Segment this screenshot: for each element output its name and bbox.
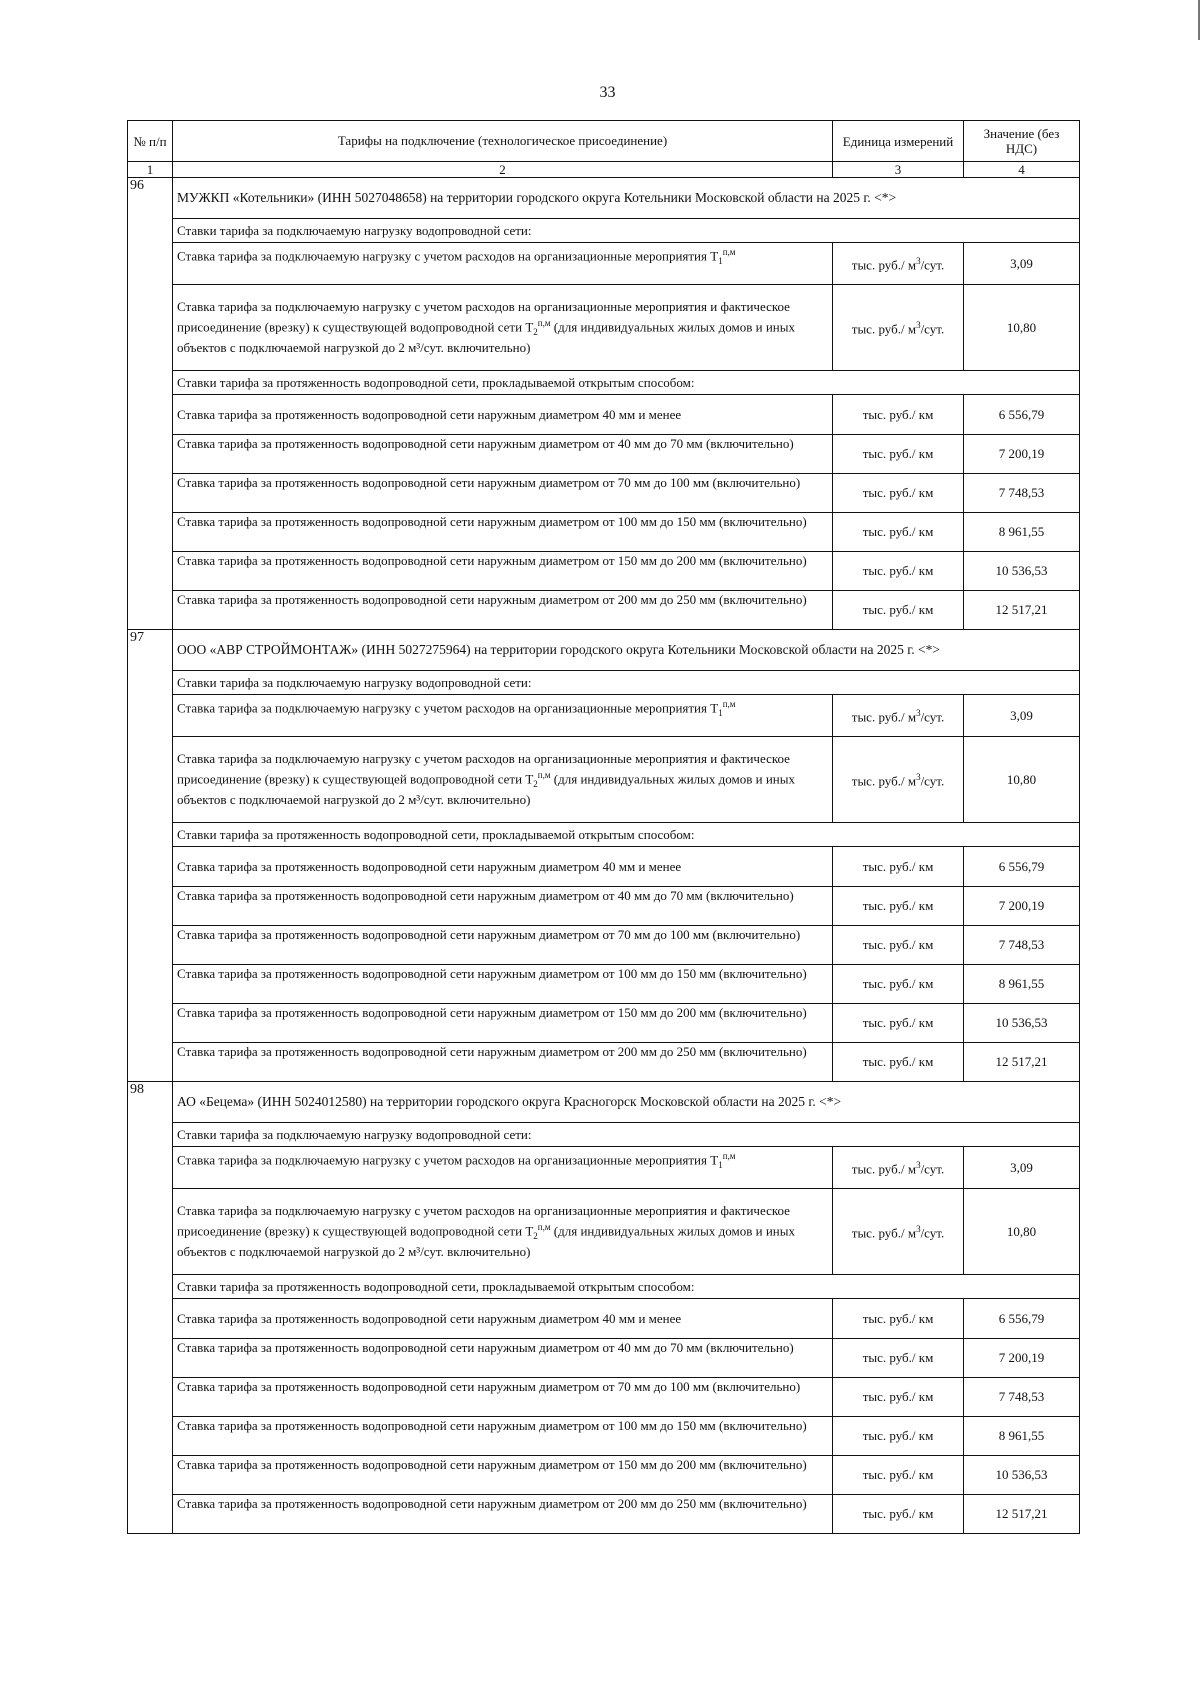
rate-symbol-superscript: п,м	[722, 1151, 736, 1161]
section-number: 97	[128, 630, 173, 1082]
rate-value: 10,80	[964, 285, 1080, 371]
rate-description	[173, 1147, 833, 1189]
unit-superscript: 3	[916, 1224, 921, 1235]
rate-description: Ставка тарифа за протяженность водопроводной сети наружным диаметром от 150 мм до 200 мм (включительно)	[173, 552, 833, 591]
unit-tail: /сут.	[920, 773, 945, 789]
load-rate-row	[128, 285, 1080, 371]
extent-rates-heading: Ставки тарифа за протяженность водопроводной сети, прокладываемой открытым способом:	[173, 1275, 1080, 1299]
subheading-row	[128, 219, 1080, 243]
rate-value: 7 748,53	[964, 1378, 1080, 1417]
rate-description: Ставка тарифа за протяженность водопроводной сети наружным диаметром от 150 мм до 200 мм (включительно)	[173, 1456, 833, 1495]
rate-tail: (для индивидуальных жилых домов и иных объектов с подключаемой нагрузкой до 2 м³/сут. включительно)	[177, 771, 795, 807]
rate-description	[173, 285, 833, 371]
rate-unit: тыс. руб./ км	[833, 474, 964, 513]
subheading-row	[128, 1123, 1080, 1147]
rate-value: 12 517,21	[964, 591, 1080, 630]
rate-unit: тыс. руб./ км	[833, 1004, 964, 1043]
rate-text: Ставка тарифа за подключаемую нагрузку с учетом расходов на организационные мероприятия	[177, 700, 707, 716]
rate-symbol-superscript: п,м	[722, 247, 736, 257]
index-cell: 4	[964, 162, 1080, 178]
organization-row	[128, 1082, 1080, 1123]
organization-row	[128, 178, 1080, 219]
load-rate-row	[128, 243, 1080, 285]
load-rate-row	[128, 1147, 1080, 1189]
subheading-row	[128, 823, 1080, 847]
rate-symbol: T	[710, 1152, 719, 1168]
tariff-table	[127, 120, 1080, 1534]
section-number: 96	[128, 178, 173, 630]
load-rate-row	[128, 695, 1080, 737]
unit-main: тыс. руб./ м	[851, 1225, 917, 1241]
tariff-table-body	[128, 121, 1080, 1534]
rate-description: Ставка тарифа за протяженность водопроводной сети наружным диаметром от 40 мм до 70 мм (включительно)	[173, 887, 833, 926]
rate-symbol-subscript: 2	[533, 326, 538, 337]
rate-text: Ставка тарифа за подключаемую нагрузку с учетом расходов на организационные мероприятия и фактическое присоединение (врезку) к существующей водопроводной сети	[177, 1203, 790, 1239]
rate-value: 3,09	[964, 695, 1080, 737]
extent-rate-row	[128, 847, 1080, 887]
rate-description: Ставка тарифа за протяженность водопроводной сети наружным диаметром 40 мм и менее	[173, 1299, 833, 1339]
rate-unit	[833, 1189, 964, 1275]
rate-unit	[833, 737, 964, 823]
table-header-row	[128, 121, 1080, 162]
extent-rate-row	[128, 591, 1080, 630]
rate-description: Ставка тарифа за протяженность водопроводной сети наружным диаметром 40 мм и менее	[173, 395, 833, 435]
extent-rate-row	[128, 1299, 1080, 1339]
rate-value: 10 536,53	[964, 1004, 1080, 1043]
rate-value: 12 517,21	[964, 1495, 1080, 1534]
unit-tail: /сут.	[920, 321, 945, 337]
unit-tail: /сут.	[920, 709, 945, 725]
rate-unit: тыс. руб./ км	[833, 1339, 964, 1378]
extent-rate-row	[128, 474, 1080, 513]
rate-unit: тыс. руб./ км	[833, 1299, 964, 1339]
rate-value: 10,80	[964, 737, 1080, 823]
rate-value: 7 748,53	[964, 926, 1080, 965]
rate-symbol-superscript: п,м	[537, 1222, 551, 1233]
extent-rate-row	[128, 435, 1080, 474]
section-number: 98	[128, 1082, 173, 1534]
rate-value: 7 748,53	[964, 474, 1080, 513]
extent-rate-row	[128, 965, 1080, 1004]
extent-rate-row	[128, 1417, 1080, 1456]
rate-unit: тыс. руб./ км	[833, 965, 964, 1004]
rate-symbol-subscript: 1	[718, 1159, 723, 1170]
organization-title: МУЖКП «Котельники» (ИНН 5027048658) на территории городского округа Котельники Московской области на 2025 г. <*>	[173, 178, 1080, 219]
rate-value: 12 517,21	[964, 1043, 1080, 1082]
rate-value: 10,80	[964, 1189, 1080, 1275]
rate-unit: тыс. руб./ км	[833, 847, 964, 887]
unit-tail: /сут.	[920, 1161, 945, 1177]
unit-main: тыс. руб./ м	[851, 773, 917, 789]
extent-rate-row	[128, 1495, 1080, 1534]
index-cell: 1	[128, 162, 173, 178]
rate-value: 8 961,55	[964, 965, 1080, 1004]
rate-symbol: T	[525, 1223, 534, 1239]
rate-description: Ставка тарифа за протяженность водопроводной сети наружным диаметром от 200 мм до 250 мм (включительно)	[173, 591, 833, 630]
rate-value: 3,09	[964, 243, 1080, 285]
rate-unit: тыс. руб./ км	[833, 1495, 964, 1534]
extent-rate-row	[128, 1339, 1080, 1378]
rate-description: Ставка тарифа за протяженность водопроводной сети наружным диаметром от 70 мм до 100 мм (включительно)	[173, 1378, 833, 1417]
rate-unit	[833, 243, 964, 285]
header-unit: Единица измерений	[833, 121, 964, 162]
rate-value: 6 556,79	[964, 847, 1080, 887]
rate-value: 7 200,19	[964, 1339, 1080, 1378]
unit-tail: /сут.	[920, 257, 945, 273]
rate-unit: тыс. руб./ км	[833, 1417, 964, 1456]
extent-rates-heading: Ставки тарифа за протяженность водопроводной сети, прокладываемой открытым способом:	[173, 371, 1080, 395]
rate-unit	[833, 695, 964, 737]
rate-text: Ставка тарифа за подключаемую нагрузку с учетом расходов на организационные мероприятия и фактическое присоединение (врезку) к существующей водопроводной сети	[177, 751, 790, 787]
load-rates-heading: Ставки тарифа за подключаемую нагрузку водопроводной сети:	[173, 1123, 1080, 1147]
rate-value: 6 556,79	[964, 395, 1080, 435]
extent-rate-row	[128, 1004, 1080, 1043]
rate-symbol-subscript: 2	[533, 778, 538, 789]
table-index-row	[128, 162, 1080, 178]
subheading-row	[128, 371, 1080, 395]
page-number: 33	[599, 84, 616, 101]
rate-tail: (для индивидуальных жилых домов и иных объектов с подключаемой нагрузкой до 2 м³/сут. включительно)	[177, 1223, 795, 1259]
extent-rate-row	[128, 926, 1080, 965]
rate-symbol: T	[525, 319, 534, 335]
rate-unit: тыс. руб./ км	[833, 591, 964, 630]
header-num: № п/п	[128, 121, 173, 162]
rate-symbol: T	[710, 248, 719, 264]
rate-description: Ставка тарифа за протяженность водопроводной сети наружным диаметром от 150 мм до 200 мм (включительно)	[173, 1004, 833, 1043]
rate-unit: тыс. руб./ км	[833, 395, 964, 435]
organization-title: ООО «АВР СТРОЙМОНТАЖ» (ИНН 5027275964) на территории городского округа Котельники Московской области на 2025 г. <*>	[173, 630, 1080, 671]
load-rate-row	[128, 1189, 1080, 1275]
rate-description: Ставка тарифа за протяженность водопроводной сети наружным диаметром от 200 мм до 250 мм (включительно)	[173, 1495, 833, 1534]
rate-unit: тыс. руб./ км	[833, 1043, 964, 1082]
extent-rate-row	[128, 513, 1080, 552]
rate-value: 8 961,55	[964, 1417, 1080, 1456]
load-rates-heading: Ставки тарифа за подключаемую нагрузку водопроводной сети:	[173, 219, 1080, 243]
extent-rate-row	[128, 395, 1080, 435]
rate-value: 6 556,79	[964, 1299, 1080, 1339]
rate-unit: тыс. руб./ км	[833, 513, 964, 552]
extent-rate-row	[128, 1043, 1080, 1082]
index-cell: 3	[833, 162, 964, 178]
extent-rate-row	[128, 1456, 1080, 1495]
rate-symbol: T	[710, 700, 719, 716]
unit-main: тыс. руб./ м	[851, 709, 917, 725]
rate-description: Ставка тарифа за протяженность водопроводной сети наружным диаметром от 100 мм до 150 мм (включительно)	[173, 1417, 833, 1456]
rate-unit	[833, 1147, 964, 1189]
organization-row	[128, 630, 1080, 671]
rate-text: Ставка тарифа за подключаемую нагрузку с учетом расходов на организационные мероприятия	[177, 248, 707, 264]
rate-description: Ставка тарифа за протяженность водопроводной сети наружным диаметром от 100 мм до 150 мм (включительно)	[173, 965, 833, 1004]
unit-superscript: 3	[916, 1160, 921, 1171]
rate-description: Ставка тарифа за протяженность водопроводной сети наружным диаметром от 70 мм до 100 мм (включительно)	[173, 926, 833, 965]
unit-main: тыс. руб./ м	[851, 321, 917, 337]
unit-superscript: 3	[916, 708, 921, 719]
rate-description: Ставка тарифа за протяженность водопроводной сети наружным диаметром от 100 мм до 150 мм (включительно)	[173, 513, 833, 552]
rate-symbol-superscript: п,м	[722, 699, 736, 709]
rate-symbol-subscript: 1	[718, 707, 723, 718]
rate-unit: тыс. руб./ км	[833, 1456, 964, 1495]
extent-rate-row	[128, 552, 1080, 591]
rate-description: Ставка тарифа за протяженность водопроводной сети наружным диаметром 40 мм и менее	[173, 847, 833, 887]
subheading-row	[128, 1275, 1080, 1299]
rate-value: 10 536,53	[964, 1456, 1080, 1495]
header-value: Значение (без НДС)	[964, 121, 1080, 162]
unit-main: тыс. руб./ м	[851, 1161, 917, 1177]
organization-title: АО «Бецема» (ИНН 5024012580) на территории городского округа Красногорск Московской области на 2025 г. <*>	[173, 1082, 1080, 1123]
rate-value: 7 200,19	[964, 887, 1080, 926]
rate-unit: тыс. руб./ км	[833, 552, 964, 591]
rate-unit	[833, 285, 964, 371]
extent-rate-row	[128, 1378, 1080, 1417]
rate-unit: тыс. руб./ км	[833, 926, 964, 965]
rate-symbol: T	[525, 771, 534, 787]
rate-value: 3,09	[964, 1147, 1080, 1189]
extent-rates-heading: Ставки тарифа за протяженность водопроводной сети, прокладываемой открытым способом:	[173, 823, 1080, 847]
unit-superscript: 3	[916, 256, 921, 267]
rate-symbol-superscript: п,м	[537, 770, 551, 781]
rate-tail: (для индивидуальных жилых домов и иных объектов с подключаемой нагрузкой до 2 м³/сут. включительно)	[177, 319, 795, 355]
rate-value: 8 961,55	[964, 513, 1080, 552]
unit-tail: /сут.	[920, 1225, 945, 1241]
rate-description	[173, 1189, 833, 1275]
header-name: Тарифы на подключение (технологическое присоединение)	[173, 121, 833, 162]
rate-description: Ставка тарифа за протяженность водопроводной сети наружным диаметром от 200 мм до 250 мм (включительно)	[173, 1043, 833, 1082]
rate-unit: тыс. руб./ км	[833, 1378, 964, 1417]
load-rates-heading: Ставки тарифа за подключаемую нагрузку водопроводной сети:	[173, 671, 1080, 695]
rate-symbol-superscript: п,м	[537, 318, 551, 329]
rate-value: 7 200,19	[964, 435, 1080, 474]
unit-superscript: 3	[916, 320, 921, 331]
rate-symbol-subscript: 1	[718, 255, 723, 266]
rate-unit: тыс. руб./ км	[833, 435, 964, 474]
rate-text: Ставка тарифа за подключаемую нагрузку с учетом расходов на организационные мероприятия и фактическое присоединение (врезку) к существующей водопроводной сети	[177, 299, 790, 335]
extent-rate-row	[128, 887, 1080, 926]
rate-description	[173, 737, 833, 823]
rate-text: Ставка тарифа за подключаемую нагрузку с учетом расходов на организационные мероприятия	[177, 1152, 707, 1168]
rate-value: 10 536,53	[964, 552, 1080, 591]
rate-description	[173, 695, 833, 737]
index-cell: 2	[173, 162, 833, 178]
load-rate-row	[128, 737, 1080, 823]
rate-description	[173, 243, 833, 285]
unit-main: тыс. руб./ м	[851, 257, 917, 273]
subheading-row	[128, 671, 1080, 695]
rate-description: Ставка тарифа за протяженность водопроводной сети наружным диаметром от 70 мм до 100 мм (включительно)	[173, 474, 833, 513]
rate-description: Ставка тарифа за протяженность водопроводной сети наружным диаметром от 40 мм до 70 мм (включительно)	[173, 435, 833, 474]
unit-superscript: 3	[916, 772, 921, 783]
rate-unit: тыс. руб./ км	[833, 887, 964, 926]
rate-symbol-subscript: 2	[533, 1230, 538, 1241]
rate-description: Ставка тарифа за протяженность водопроводной сети наружным диаметром от 40 мм до 70 мм (включительно)	[173, 1339, 833, 1378]
